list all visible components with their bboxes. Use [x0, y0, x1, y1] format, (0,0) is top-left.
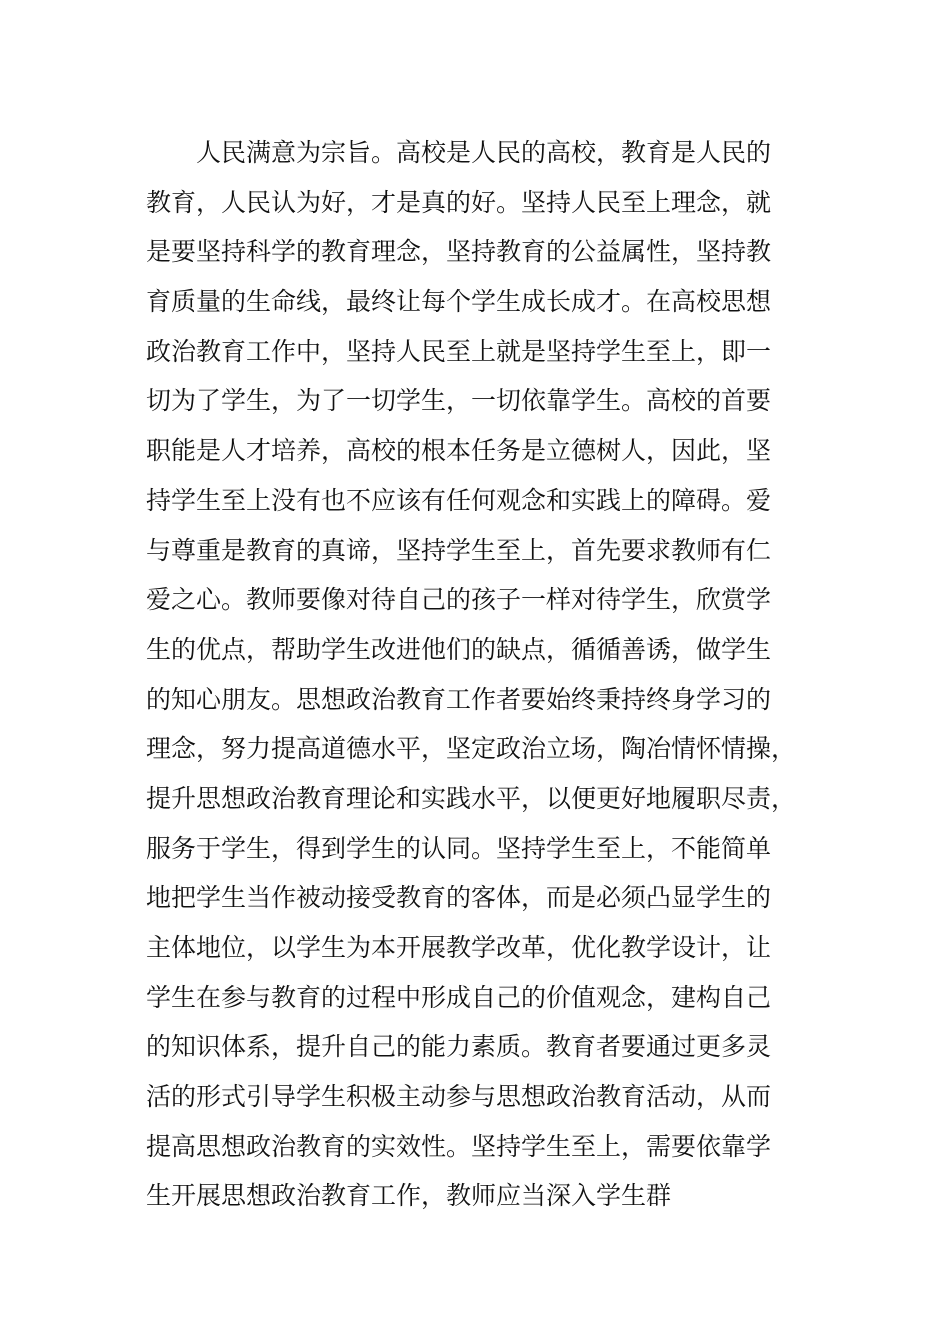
- body-paragraph: [146, 128, 806, 1221]
- text-line: 生的优点，帮助学生改进他们的缺点，循循善诱，做学生: [146, 634, 772, 664]
- text-line: 服务于学生，得到学生的认同。坚持学生至上，不能简单: [146, 833, 772, 863]
- text-line: 提升思想政治教育理论和实践水平，以便更好地履职尽责，: [146, 783, 797, 813]
- text-line: 切为了学生，为了一切学生，一切依靠学生。高校的首要: [146, 386, 772, 416]
- text-line: 提高思想政治教育的实效性。坚持学生至上，需要依靠学: [146, 1131, 772, 1161]
- text-line: 职能是人才培养，高校的根本任务是立德树人，因此，坚: [146, 436, 772, 466]
- text-line: 育质量的生命线，最终让每个学生成长成才。在高校思想: [146, 287, 772, 317]
- text-line: 活的形式引导学生积极主动参与思想政治教育活动，从而: [146, 1082, 772, 1112]
- text-line: 人民满意为宗旨。高校是人民的高校，教育是人民的: [196, 138, 772, 167]
- text-line: 教育，人民认为好，才是真的好。坚持人民至上理念，就: [146, 187, 772, 217]
- text-line: 学生在参与教育的过程中形成自己的价值观念，建构自己: [146, 982, 772, 1012]
- text-line: 的知识体系，提升自己的能力素质。教育者要通过更多灵: [146, 1032, 772, 1062]
- text-line: 爱之心。教师要像对待自己的孩子一样对待学生，欣赏学: [146, 585, 772, 615]
- text-line: 政治教育工作中，坚持人民至上就是坚持学生至上，即一: [146, 336, 772, 366]
- text-line: 主体地位，以学生为本开展教学改革，优化教学设计，让: [146, 933, 772, 962]
- text-line: 地把学生当作被动接受教育的客体，而是必须凸显学生的: [146, 883, 772, 913]
- text-line: 持学生至上没有也不应该有任何观念和实践上的障碍。爱: [146, 485, 772, 515]
- text-line: 生开展思想政治教育工作，教师应当深入学生群: [146, 1181, 672, 1211]
- text-line: 与尊重是教育的真谛，坚持学生至上，首先要求教师有仁: [146, 535, 772, 565]
- text-line: 理念，努力提高道德水平，坚定政治立场，陶冶情怀情操，: [146, 734, 797, 764]
- text-line: 的知心朋友。思想政治教育工作者要始终秉持终身学习的: [146, 684, 772, 714]
- text-line: 是要坚持科学的教育理念，坚持教育的公益属性，坚持教: [146, 237, 772, 267]
